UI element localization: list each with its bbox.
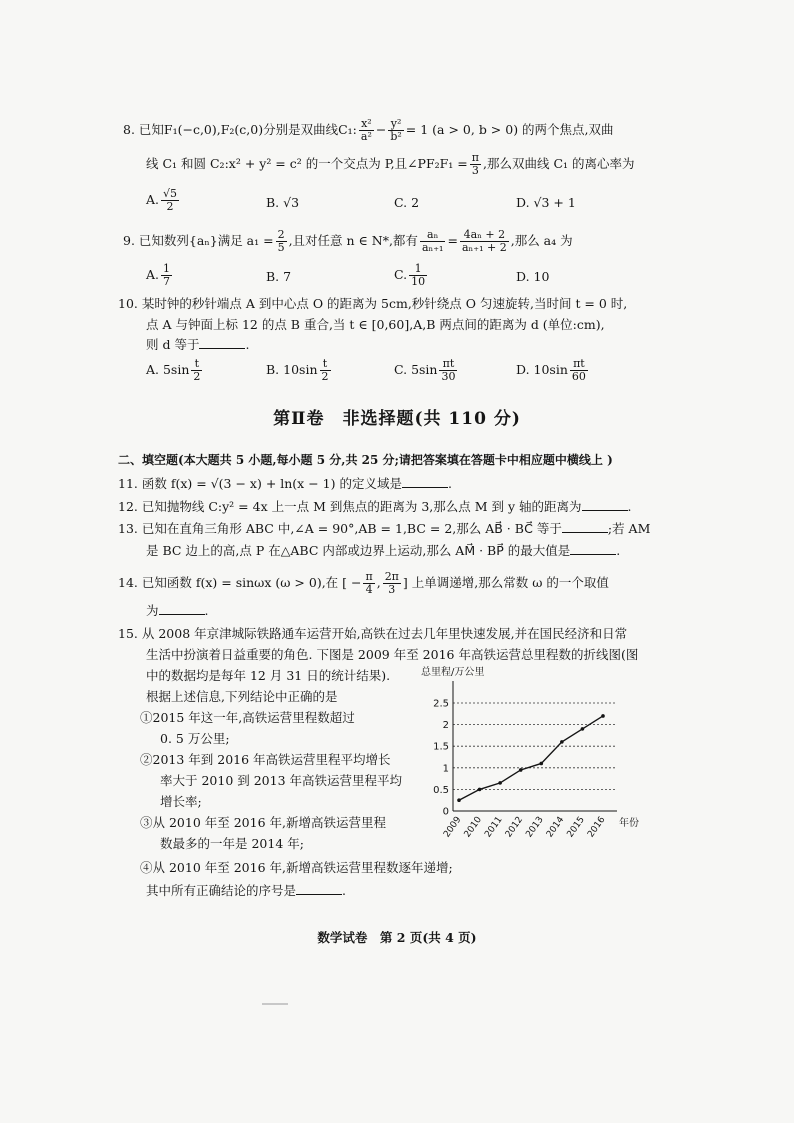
question-11: 11. 函数 f(x) = √(3 − x) + ln(x − 1) 的定义域是 . <box>118 476 452 491</box>
question-10-line-2: 点 A 与钟面上标 12 的点 B 重合,当 t ∈ [0,60],A,B 两点间的距离为 d (单位:cm), <box>146 317 605 332</box>
question-8-option-d: D. √3 + 1 <box>516 195 576 210</box>
chart-x-tick-label: 2016 <box>586 814 608 840</box>
question-9-option-c: C. $\frac{1}{10}$ <box>394 262 426 288</box>
chart-y-tick-label: 2 <box>442 720 449 732</box>
question-10-line-3: 则 d 等于 . <box>146 337 250 352</box>
answer-blank <box>199 336 245 349</box>
chart-x-tick-label: 2012 <box>503 814 526 840</box>
chart-data-point <box>601 714 605 718</box>
answer-blank <box>562 520 608 533</box>
chart-data-point <box>560 740 564 744</box>
chart-y-axis-label: 总里程/万公里 <box>421 667 485 678</box>
question-15-final: 其中所有正确结论的序号是 . <box>146 883 346 898</box>
part-2-header: 二、填空题(本大题共 5 小题,每小题 5 分,共 25 分;请把答案填在答题卡中相应题中横线上 ) <box>118 453 613 467</box>
statement-2-line-3: 增长率; <box>160 794 202 809</box>
chart-y-tick-label: 0.5 <box>433 784 449 796</box>
question-15-line-4: 根据上述信息,下列结论中正确的是 <box>146 689 338 704</box>
question-15-line-1: 15. 从 2008 年京津城际铁路通车运营开始,高铁在过去几年里快速发展,并在国民经济和日常 <box>118 626 628 641</box>
chart-x-tick-label: 2009 <box>442 814 464 840</box>
question-10-option-d: D. 10sin $\frac{\pi t}{60}$ <box>516 357 586 383</box>
chart-y-tick-label: 2.5 <box>433 698 449 710</box>
scan-smudge <box>262 1003 288 1005</box>
answer-blank <box>159 602 205 615</box>
question-8-line-1: 8. 已知F₁(−c,0),F₂(c,0)分别是双曲线C₁: $\frac{\text{x²}}{\text{a²}}$ − $\frac{\text{y²}}{\text{b²}}$ = 1 (a > 0, b > 0) 的两个焦点,双曲 <box>123 117 614 143</box>
chart-data-point <box>478 788 482 792</box>
question-10-line-1: 10. 某时钟的秒针端点 A 到中心点 O 的距离为 5cm,秒针绕点 O 匀速旋转,当时间 t = 0 时, <box>118 296 628 311</box>
answer-blank <box>570 542 616 555</box>
question-9-option-a: A. $\frac{1}{7}$ <box>146 262 171 288</box>
chart-y-tick-label: 1.5 <box>433 741 449 753</box>
chart-x-tick-label: 2014 <box>544 814 567 840</box>
question-8-option-b: B. √3 <box>266 195 300 210</box>
question-10-option-b: B. 10sin $\frac{t}{2}$ <box>266 357 329 383</box>
answer-blank <box>402 475 448 488</box>
question-10-option-a: A. 5sin $\frac{t}{2}$ <box>146 357 201 383</box>
statement-3-line-2: 数最多的一年是 2014 年; <box>160 836 304 851</box>
section-title: 第Ⅱ卷 非选择题(共 110 分) <box>273 409 521 429</box>
chart-data-point <box>539 762 543 766</box>
question-9-option-d: D. 10 <box>516 269 550 284</box>
chart-x-tick-label: 2010 <box>462 814 485 840</box>
question-13-line-2: 是 BC 边上的高,点 P 在△ABC 内部或边界上运动,那么 AM⃗ · BP⃗ 的最大值是 . <box>146 543 621 558</box>
chart-data-point <box>519 768 523 772</box>
question-15-line-2: 生活中扮演着日益重要的角色. 下图是 2009 年至 2016 年高铁运营总里程数的折线图(图 <box>146 647 639 662</box>
statement-2-line-1: ②2013 年到 2016 年高铁运营里程平均增长 <box>140 752 391 767</box>
question-13-line-1: 13. 已知在直角三角形 ABC 中,∠A = 90°,AB = 1,BC = 2,那么 AB⃗ · BC⃗ 等于 ;若 AM <box>118 521 651 536</box>
question-14-line-1: 14. 已知函数 f(x) = sinωx (ω > 0),在 [ − $\frac{\pi}{4}$ , $\frac{2\pi}{3}$ ] 上单调递增,那么常数 ω 的一个取值 <box>118 570 609 596</box>
page-footer: 数学试卷 第 2 页(共 4 页) <box>317 930 477 945</box>
chart-x-tick-label: 2013 <box>524 814 546 840</box>
rail-mileage-line-chart <box>415 663 655 843</box>
chart-y-tick-label: 0 <box>442 806 449 818</box>
question-9: 9. 已知数列{aₙ}满足 a₁ = $\frac{2}{5}$ ,且对任意 n ∈ N*,都有 $\frac{\text{aₙ}}{\text{aₙ₊₁}}$ = $\frac{\text{4aₙ + 2}}{\text{aₙ₊₁ + 2}}$ ,那么 a₄ 为 <box>123 228 573 254</box>
question-10-option-c: C. 5sin $\frac{\pi t}{30}$ <box>394 357 456 383</box>
statement-3-line-1: ③从 2010 年至 2016 年,新增高铁运营里程 <box>140 815 386 830</box>
chart-data-point <box>581 727 585 731</box>
chart-x-tick-label: 2011 <box>483 814 505 840</box>
chart-data-point <box>457 798 461 802</box>
question-12: 12. 已知抛物线 C:y² = 4x 上一点 M 到焦点的距离为 3,那么点 M 到 y 轴的距离为 . <box>118 499 632 514</box>
statement-4: ④从 2010 年至 2016 年,新增高铁运营里程数逐年递增; <box>140 860 453 875</box>
question-9-option-b: B. 7 <box>266 269 292 284</box>
statement-1-line-1: ①2015 年这一年,高铁运营里程数超过 <box>140 710 355 725</box>
chart-x-tick-label: 2015 <box>565 814 587 840</box>
answer-blank <box>296 882 342 895</box>
chart-y-tick-label: 1 <box>442 763 449 775</box>
chart-x-axis-label: 年份 <box>619 818 639 829</box>
question-8-line-2: 线 C₁ 和圆 C₂:x² + y² = c² 的一个交点为 P,且∠PF₂F₁ = $\frac{\pi}{3}$ ,那么双曲线 C₁ 的离心率为 <box>146 151 635 177</box>
question-8-option-c: C. 2 <box>394 195 420 210</box>
question-15-line-3: 中的数据均是每年 12 月 31 日的统计结果). <box>146 668 391 683</box>
answer-blank <box>582 498 628 511</box>
statement-2-line-2: 率大于 2010 到 2013 年高铁运营里程平均 <box>160 773 403 788</box>
question-8-option-a: A. $\frac{√5}{2}$ <box>146 187 178 213</box>
chart-data-point <box>498 781 502 785</box>
question-14-line-2: 为 . <box>146 603 209 618</box>
statement-1-line-2: 0. 5 万公里; <box>160 731 230 746</box>
